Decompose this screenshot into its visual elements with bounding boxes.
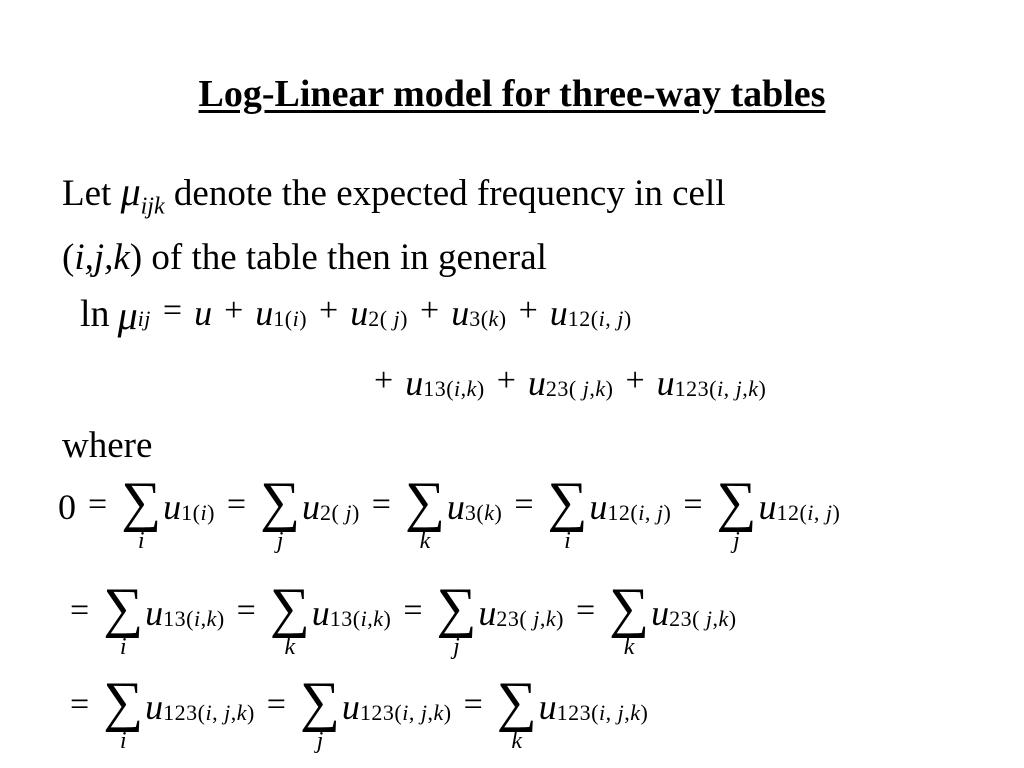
- row2-sum-2: [436, 577, 477, 660]
- row-3-sums: [58, 671, 649, 754]
- row1-sub-3: 12(i, j): [607, 500, 672, 525]
- row1-equals-2: =: [371, 486, 391, 523]
- eq-line2-op-1: +: [496, 362, 516, 399]
- row3-equals-1: =: [266, 686, 286, 723]
- row1-sum-0: [121, 471, 162, 554]
- mu-symbol-eq: μ: [117, 293, 138, 338]
- row3-sigma-1: ∑: [299, 671, 340, 733]
- row3-sum-2: [496, 671, 537, 754]
- row-2-sums: [58, 577, 737, 660]
- row2-sigma-3: ∑: [609, 577, 650, 639]
- eq-line1-op-0: =: [162, 292, 183, 329]
- intro-text: [62, 166, 726, 284]
- row3-sub-1: 123(i, j,k): [359, 700, 452, 725]
- let-word: Let: [62, 173, 112, 214]
- intro-line-1-rest: denote the expected frequency in cell: [164, 173, 726, 214]
- row1-sigma-4: ∑: [716, 471, 757, 533]
- row2-u-0: u: [145, 593, 164, 633]
- row2-sub-3: 23( j,k): [669, 606, 737, 631]
- row1-index-4: j: [733, 528, 740, 554]
- eq-line2-var-1: u: [527, 363, 546, 403]
- row3-u-1: u: [341, 687, 360, 727]
- zero-value: 0: [58, 487, 76, 527]
- row2-sum-0: [103, 577, 144, 660]
- row2-index-0: i: [119, 634, 127, 660]
- row1-sub-1: 2( j): [320, 500, 360, 525]
- row1-sigma-1: ∑: [260, 471, 300, 533]
- row3-sum-1: [299, 671, 340, 754]
- mu-symbol: μ: [120, 169, 141, 214]
- constraint-row-2: [58, 577, 737, 660]
- eq-line1-var-1: u: [255, 293, 274, 333]
- row1-sum-2: [404, 471, 445, 554]
- constraint-row-3: [58, 671, 649, 754]
- row1-sigma-0: ∑: [121, 471, 162, 533]
- row1-u-3: u: [589, 487, 608, 527]
- row2-sub-1: 13(i,k): [329, 606, 392, 631]
- row1-u-2: u: [446, 487, 465, 527]
- eq-line2-var-0: u: [405, 363, 424, 403]
- intro-line-2: [62, 232, 726, 284]
- row3-sigma-0: ∑: [103, 671, 144, 733]
- eq-line1-sub-3: 3(k): [469, 306, 507, 331]
- row3-equals-2: =: [463, 686, 483, 723]
- eq-line2-var-2: u: [656, 363, 675, 403]
- row2-sub-0: 13(i,k): [163, 606, 225, 631]
- row1-equals-4: =: [683, 486, 703, 523]
- row1-sum-4: [716, 471, 757, 554]
- eq-line1-op-2: +: [319, 292, 339, 329]
- eq-line2-sub-1: 23( j,k): [545, 376, 614, 401]
- open-paren: (: [62, 237, 75, 279]
- eq-line1-var-2: u: [350, 293, 369, 333]
- main-equation-line-1: [80, 292, 632, 339]
- row3-index-1: j: [316, 728, 324, 754]
- eq-line1-var-0: u: [194, 293, 213, 333]
- eq-line1-var-4: u: [549, 293, 568, 333]
- mu-eq-subscript: ij: [137, 306, 151, 331]
- row2-equals-3: =: [575, 592, 596, 629]
- row2-u-1: u: [311, 593, 330, 633]
- line-1-terms: [151, 292, 632, 334]
- row1-sub-4: 12(i, j): [776, 500, 841, 525]
- row2-equals-2: =: [403, 592, 423, 629]
- row3-sub-0: 123(i, j,k): [163, 700, 255, 725]
- row1-index-0: i: [137, 528, 145, 554]
- eq-line2-op-0: +: [374, 362, 394, 399]
- row3-u-0: u: [145, 687, 164, 727]
- slide-title: Log-Linear model for three-way tables: [198, 73, 826, 115]
- eq-line1-var-3: u: [451, 293, 470, 333]
- row1-sigma-3: ∑: [547, 471, 588, 533]
- row2-sum-3: [609, 577, 650, 660]
- cell-indices: i,j,k: [74, 237, 130, 279]
- ln-operator: ln: [80, 293, 110, 335]
- eq-line1-sub-1: 1(i): [273, 306, 308, 331]
- row1-equals-1: =: [226, 486, 247, 523]
- row2-index-2: j: [453, 634, 460, 660]
- row1-index-2: k: [419, 528, 431, 554]
- row2-equals-1: =: [236, 592, 256, 629]
- mu-subscript: ijk: [140, 193, 165, 220]
- intro-line-1: [62, 166, 726, 232]
- row2-equals-0: =: [70, 592, 90, 629]
- row1-sum-3: [547, 471, 588, 554]
- row1-sub-0: 1(i): [181, 500, 215, 525]
- row1-equals-0: =: [88, 486, 108, 523]
- row1-u-4: u: [758, 487, 777, 527]
- row2-sigma-0: ∑: [103, 577, 144, 639]
- row1-u-1: u: [302, 487, 320, 527]
- row-1-sums: [76, 471, 841, 554]
- eq-line2-sub-0: 13(i,k): [423, 376, 485, 401]
- where-label: where: [62, 425, 153, 466]
- row3-sub-2: 123(i, j,k): [556, 700, 649, 725]
- eq-line2-op-2: +: [625, 362, 645, 399]
- row1-sigma-2: ∑: [404, 471, 445, 533]
- row1-sub-2: 3(k): [464, 500, 503, 525]
- eq-line1-op-4: +: [518, 292, 538, 329]
- row1-equals-3: =: [514, 486, 534, 523]
- eq-line1-op-1: +: [224, 292, 244, 329]
- row3-index-0: i: [119, 728, 127, 754]
- row3-sigma-2: ∑: [496, 671, 537, 733]
- row2-index-1: k: [284, 634, 296, 660]
- eq-line1-sub-2: 2( j): [368, 306, 408, 331]
- eq-line1-op-3: +: [420, 292, 440, 329]
- intro-line-2-rest: ) of the table then in general: [129, 237, 547, 279]
- row3-index-2: k: [511, 728, 523, 754]
- main-equation-line-2: [362, 362, 766, 404]
- row1-u-0: u: [163, 487, 182, 527]
- row2-sigma-2: ∑: [436, 577, 477, 639]
- row2-u-2: u: [478, 593, 497, 633]
- row3-sum-0: [103, 671, 144, 754]
- eq-line2-sub-2: 123(i, j,k): [674, 376, 767, 401]
- row1-sum-1: [260, 471, 300, 554]
- row2-sigma-1: ∑: [269, 577, 310, 639]
- row2-sum-1: [269, 577, 310, 660]
- row2-index-3: k: [623, 634, 635, 660]
- row1-index-1: j: [276, 528, 284, 554]
- line-2-terms: [362, 362, 766, 404]
- row3-u-2: u: [538, 687, 557, 727]
- row2-u-3: u: [651, 593, 670, 633]
- row1-index-3: i: [564, 528, 571, 554]
- row2-sub-2: 23( j,k): [496, 606, 564, 631]
- constraint-row-1: [58, 471, 841, 554]
- eq-line1-sub-4: 12(i, j): [567, 306, 632, 331]
- row3-equals-0: =: [70, 686, 90, 723]
